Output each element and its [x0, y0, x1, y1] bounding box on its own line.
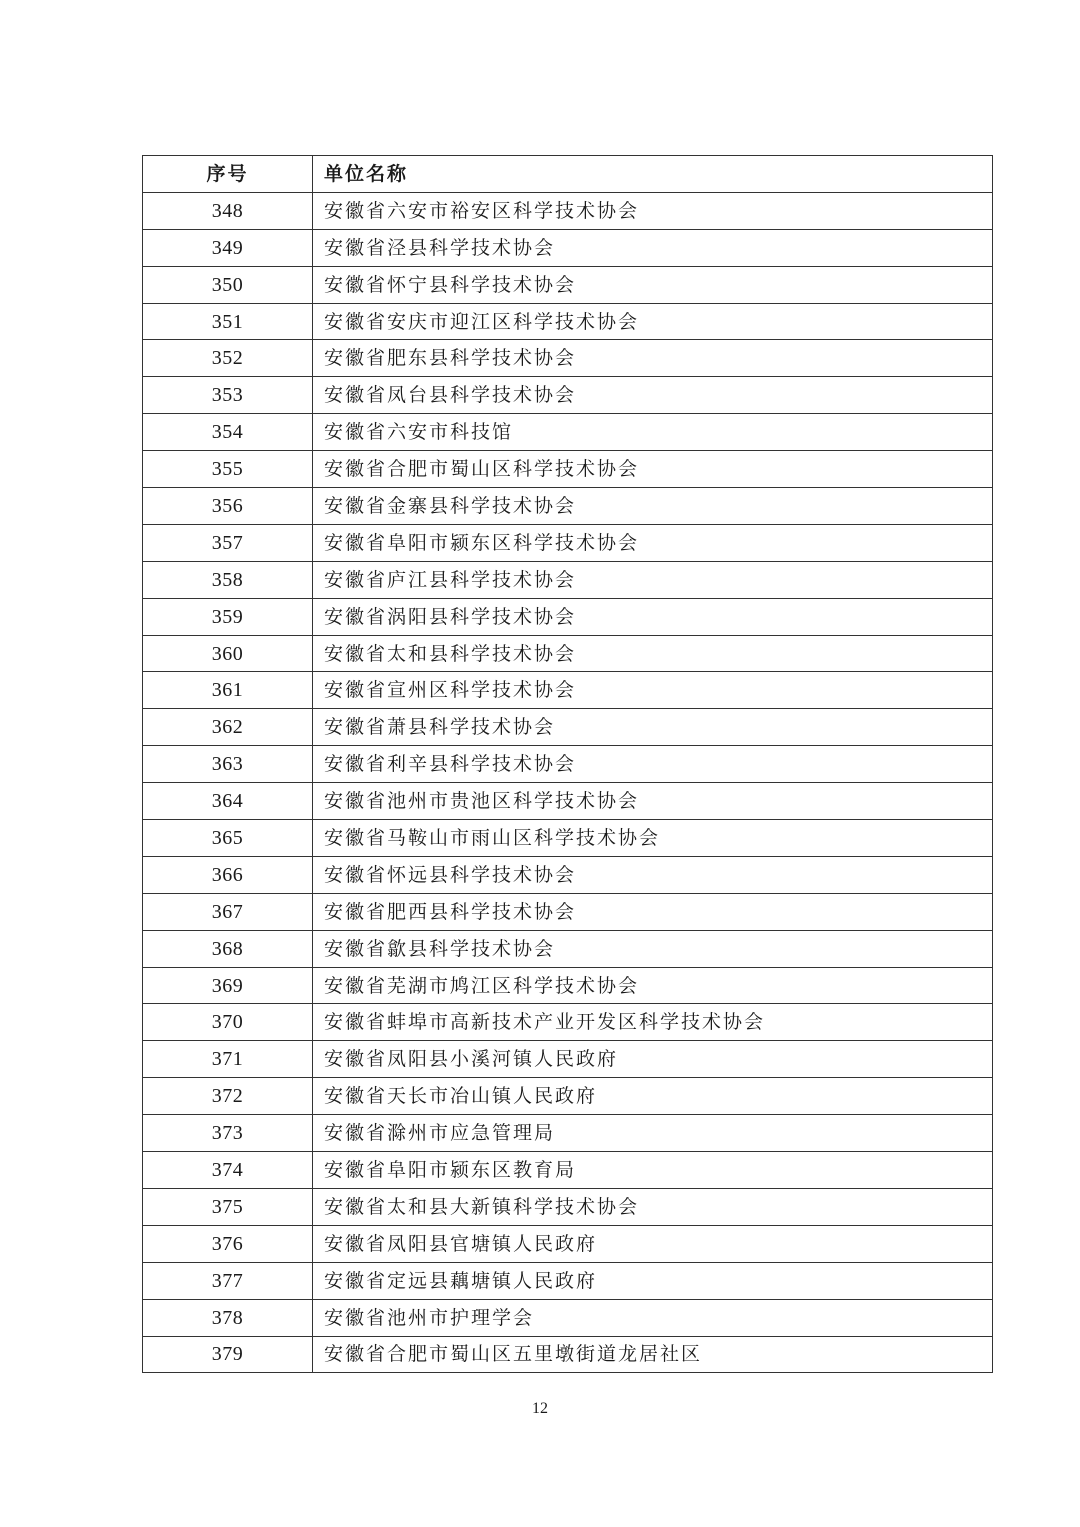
unit-name-cell: 安徽省蚌埠市高新技术产业开发区科学技术协会 [313, 1004, 993, 1041]
unit-name-cell: 安徽省芜湖市鸠江区科学技术协会 [313, 967, 993, 1004]
serial-number-cell: 371 [143, 1041, 313, 1078]
serial-number-cell: 370 [143, 1004, 313, 1041]
serial-number-cell: 377 [143, 1262, 313, 1299]
unit-name-cell: 安徽省怀远县科学技术协会 [313, 856, 993, 893]
table-row [143, 340, 993, 377]
unit-name-cell: 安徽省六安市科技馆 [313, 414, 993, 451]
table-row [143, 967, 993, 1004]
unit-list-table [142, 155, 993, 1373]
table-row [143, 1078, 993, 1115]
serial-number-cell: 356 [143, 488, 313, 525]
unit-name-cell: 安徽省金寨县科学技术协会 [313, 488, 993, 525]
serial-number-cell: 362 [143, 709, 313, 746]
serial-number-cell: 352 [143, 340, 313, 377]
unit-name-cell: 安徽省马鞍山市雨山区科学技术协会 [313, 820, 993, 857]
unit-name-cell: 安徽省庐江县科学技术协会 [313, 561, 993, 598]
serial-number-cell: 368 [143, 930, 313, 967]
table-row [143, 561, 993, 598]
unit-name-cell: 安徽省怀宁县科学技术协会 [313, 266, 993, 303]
serial-number-cell: 360 [143, 635, 313, 672]
serial-number-cell: 366 [143, 856, 313, 893]
table-row [143, 635, 993, 672]
table-row [143, 783, 993, 820]
unit-name-cell: 安徽省阜阳市颍东区教育局 [313, 1152, 993, 1189]
serial-number-cell: 373 [143, 1115, 313, 1152]
serial-number-cell: 355 [143, 451, 313, 488]
header-serial-number: 序号 [143, 156, 313, 193]
table-row [143, 488, 993, 525]
table-row [143, 820, 993, 857]
table-row [143, 930, 993, 967]
table-row [143, 893, 993, 930]
unit-name-cell: 安徽省凤台县科学技术协会 [313, 377, 993, 414]
unit-name-cell: 安徽省合肥市蜀山区五里墩街道龙居社区 [313, 1336, 993, 1373]
unit-name-cell: 安徽省泾县科学技术协会 [313, 229, 993, 266]
unit-name-cell: 安徽省涡阳县科学技术协会 [313, 598, 993, 635]
table-row [143, 1299, 993, 1336]
serial-number-cell: 378 [143, 1299, 313, 1336]
table-row [143, 1225, 993, 1262]
unit-list-table-container [142, 155, 993, 1373]
unit-name-cell: 安徽省太和县科学技术协会 [313, 635, 993, 672]
table-row [143, 192, 993, 229]
unit-name-cell: 安徽省凤阳县官塘镇人民政府 [313, 1225, 993, 1262]
serial-number-cell: 375 [143, 1188, 313, 1225]
table-row [143, 1336, 993, 1373]
unit-name-cell: 安徽省萧县科学技术协会 [313, 709, 993, 746]
unit-name-cell: 安徽省凤阳县小溪河镇人民政府 [313, 1041, 993, 1078]
unit-name-cell: 安徽省合肥市蜀山区科学技术协会 [313, 451, 993, 488]
serial-number-cell: 369 [143, 967, 313, 1004]
table-row [143, 266, 993, 303]
unit-name-cell: 安徽省利辛县科学技术协会 [313, 746, 993, 783]
table-row [143, 672, 993, 709]
unit-name-cell: 安徽省天长市冶山镇人民政府 [313, 1078, 993, 1115]
serial-number-cell: 348 [143, 192, 313, 229]
table-row [143, 1004, 993, 1041]
table-row [143, 1115, 993, 1152]
unit-name-cell: 安徽省池州市护理学会 [313, 1299, 993, 1336]
unit-name-cell: 安徽省六安市裕安区科学技术协会 [313, 192, 993, 229]
table-row [143, 451, 993, 488]
header-unit-name: 单位名称 [313, 156, 993, 193]
table-row [143, 1262, 993, 1299]
unit-name-cell: 安徽省安庆市迎江区科学技术协会 [313, 303, 993, 340]
table-row [143, 856, 993, 893]
serial-number-cell: 361 [143, 672, 313, 709]
table-row [143, 709, 993, 746]
unit-name-cell: 安徽省宣州区科学技术协会 [313, 672, 993, 709]
serial-number-cell: 349 [143, 229, 313, 266]
serial-number-cell: 358 [143, 561, 313, 598]
table-row [143, 303, 993, 340]
serial-number-cell: 350 [143, 266, 313, 303]
serial-number-cell: 367 [143, 893, 313, 930]
page-number: 12 [532, 1400, 548, 1417]
unit-name-cell: 安徽省肥西县科学技术协会 [313, 893, 993, 930]
unit-name-cell: 安徽省滁州市应急管理局 [313, 1115, 993, 1152]
unit-name-cell: 安徽省歙县科学技术协会 [313, 930, 993, 967]
table-row [143, 746, 993, 783]
table-row [143, 598, 993, 635]
table-row [143, 524, 993, 561]
table-row [143, 1152, 993, 1189]
unit-name-cell: 安徽省肥东县科学技术协会 [313, 340, 993, 377]
serial-number-cell: 353 [143, 377, 313, 414]
serial-number-cell: 357 [143, 524, 313, 561]
unit-name-cell: 安徽省池州市贵池区科学技术协会 [313, 783, 993, 820]
table-row [143, 1041, 993, 1078]
unit-name-cell: 安徽省定远县藕塘镇人民政府 [313, 1262, 993, 1299]
serial-number-cell: 379 [143, 1336, 313, 1373]
table-row [143, 414, 993, 451]
serial-number-cell: 359 [143, 598, 313, 635]
serial-number-cell: 354 [143, 414, 313, 451]
table-row [143, 1188, 993, 1225]
unit-name-cell: 安徽省阜阳市颍东区科学技术协会 [313, 524, 993, 561]
table-row [143, 229, 993, 266]
unit-name-cell: 安徽省太和县大新镇科学技术协会 [313, 1188, 993, 1225]
serial-number-cell: 365 [143, 820, 313, 857]
serial-number-cell: 351 [143, 303, 313, 340]
serial-number-cell: 376 [143, 1225, 313, 1262]
serial-number-cell: 364 [143, 783, 313, 820]
serial-number-cell: 372 [143, 1078, 313, 1115]
table-header-row [143, 156, 993, 193]
serial-number-cell: 374 [143, 1152, 313, 1189]
serial-number-cell: 363 [143, 746, 313, 783]
table-row [143, 377, 993, 414]
table-body [143, 192, 993, 1373]
